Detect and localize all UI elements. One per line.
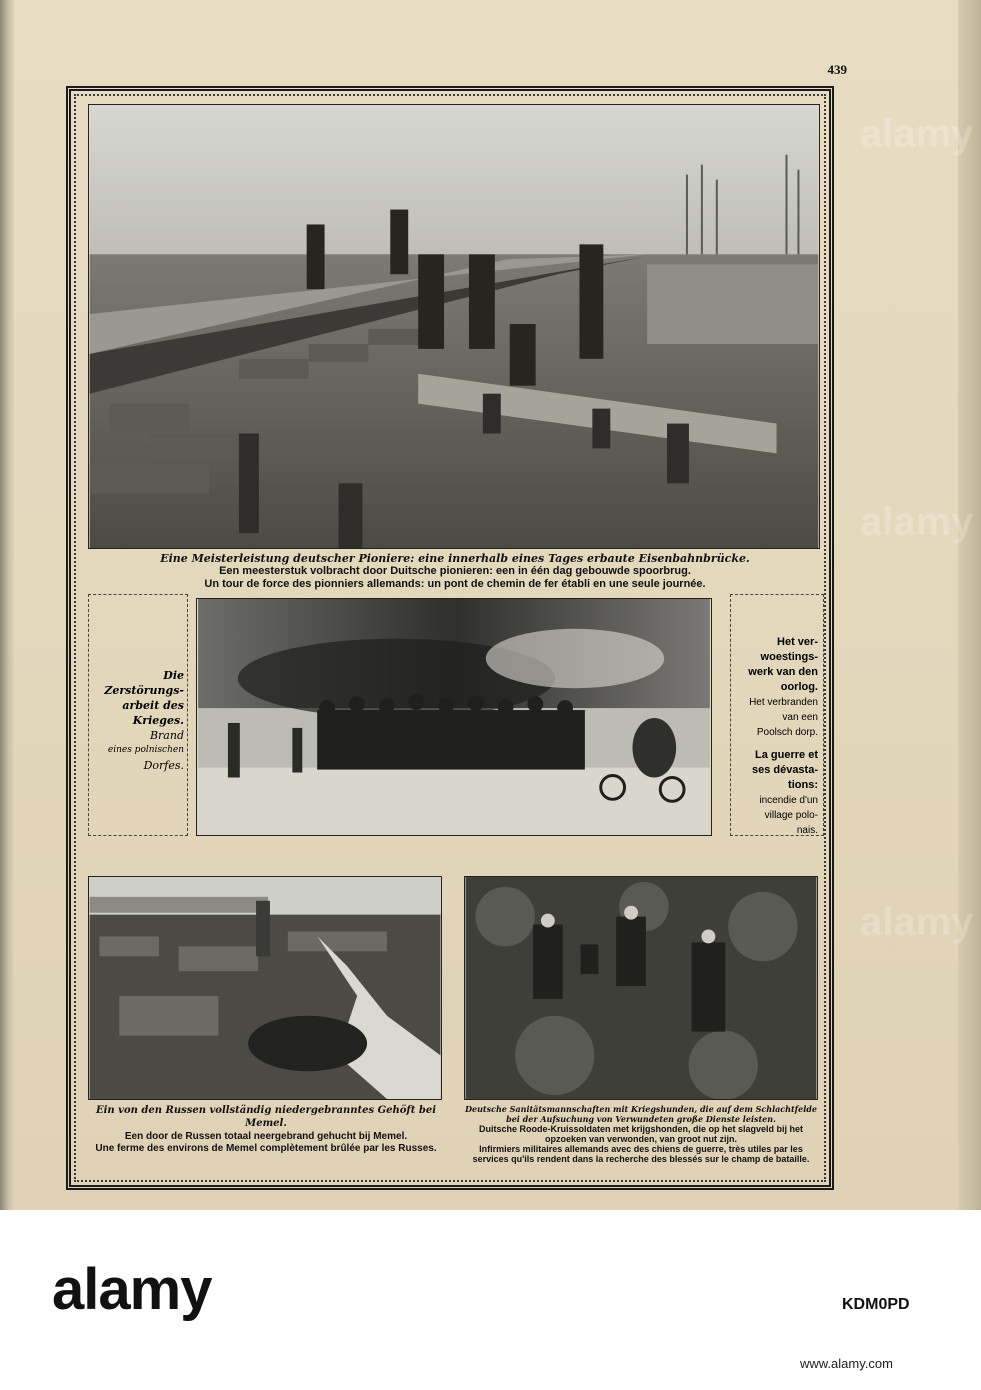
right-sidebar-line: woestings-: [760, 651, 818, 663]
right-sidebar-line: ses dévasta-: [751, 764, 818, 776]
left-sidebar-line: eines polnischen: [107, 745, 184, 755]
medics-caption-dutch: Duitsche Roode-Kruissoldaten met krijgshonden, die op het slagveld bij het opzoeken van verwonden, van groot nut zijn.: [478, 1124, 804, 1144]
bridge-caption-french: Un tour de force des pionniers allemands: un pont de chemin de fer établi en une seule journée.: [204, 578, 706, 590]
right-sidebar-line: village polo-: [764, 810, 818, 821]
bridge-caption-dutch: Een meesterstuk volbracht door Duitsche pionieren: een in één dag gebouwde spoorbrug.: [219, 565, 691, 577]
left-sidebar-line: Krieges.: [132, 714, 184, 727]
watermark: alamy: [860, 500, 974, 544]
medics-caption-french: Infirmiers militaires allemands avec des chiens de guerre, très utiles par les services qu'ils rendent dans la recherche des blessés sur le champ de bataille.: [472, 1144, 810, 1164]
right-sidebar-line: oorlog.: [780, 681, 818, 693]
bridge-photo: [88, 104, 820, 549]
left-sidebar-line: Die: [163, 669, 184, 682]
right-sidebar-line: Poolsch dorp.: [756, 727, 818, 738]
next-page-edge: [958, 0, 981, 1210]
bridge-caption-german: Eine Meisterleistung deutscher Pioniere: eine innerhalb eines Tages erbaute Eisenbahnbrücke.: [160, 552, 750, 565]
page-number: 439: [827, 62, 847, 77]
left-sidebar-line: Brand: [149, 729, 184, 742]
right-sidebar-line: incendie d'un: [759, 795, 818, 806]
stock-url: www.alamy.com: [800, 1356, 893, 1371]
left-sidebar-line: Dorfes.: [143, 759, 184, 772]
farm-caption-german: Ein von den Russen vollständig niedergebranntes Gehöft bei Memel.: [96, 1105, 436, 1129]
farm-caption: [90, 1104, 442, 1155]
alamy-logo: alamy: [52, 1257, 212, 1322]
right-sidebar-line: Het verbranden: [749, 697, 818, 708]
right-sidebar-text: [732, 635, 818, 838]
bridge-caption: [90, 552, 820, 591]
right-sidebar-line: La guerre et: [755, 749, 818, 761]
image-id: KDM0PD: [842, 1296, 910, 1313]
medics-caption: [464, 1104, 818, 1164]
right-sidebar-line: tions:: [788, 779, 818, 791]
right-sidebar-line: nais.: [796, 825, 818, 836]
burning-village-photo: [196, 598, 712, 836]
book-spine: [0, 0, 14, 1390]
watermark: alamy: [860, 112, 974, 156]
medics-caption-german: Deutsche Sanitätsmannschaften mit Kriegshunden, die auf dem Schlachtfelde bei der Aufsuchung von Verwundeten große Dienste leisten.: [465, 1104, 817, 1124]
left-sidebar-text: [96, 668, 184, 773]
watermark: alamy: [860, 900, 974, 944]
medics-with-dogs-photo: [464, 876, 818, 1100]
burned-farm-photo: [88, 876, 442, 1100]
right-sidebar-line: werk van den: [748, 666, 818, 678]
farm-caption-french: Une ferme des environs de Memel complètement brûlée par les Russes.: [95, 1143, 437, 1154]
left-sidebar-line: Zerstörungs-: [104, 684, 184, 697]
farm-caption-dutch: Een door de Russen totaal neergebrand gehucht bij Memel.: [124, 1131, 408, 1142]
right-sidebar-line: van een: [782, 712, 818, 723]
right-sidebar-line: Het ver-: [777, 636, 818, 648]
left-sidebar-line: arbeit des: [122, 699, 184, 712]
